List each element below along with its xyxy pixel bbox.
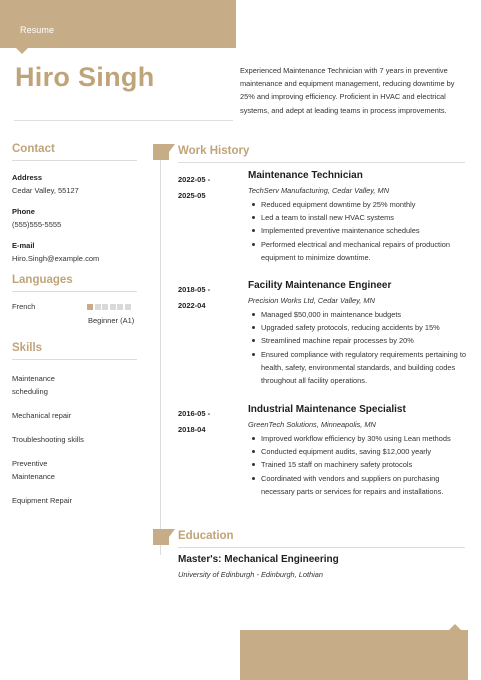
flag-tip <box>169 529 175 537</box>
job-dates <box>178 172 238 204</box>
skill-item: Troubleshooting skills <box>12 435 84 444</box>
skills-section <box>12 342 137 507</box>
job-bullet: Upgraded safety protocols, reducing accidents by 15% <box>248 321 470 334</box>
job-bullets <box>248 432 470 498</box>
job-bullet: Managed $50,000 in maintenance budgets <box>248 308 470 321</box>
resume-badge: Resume <box>20 25 55 35</box>
address-label: Address <box>12 173 43 182</box>
job-body <box>248 280 470 387</box>
school: University of Edinburgh - Edinburgh, Lothian <box>178 570 324 579</box>
skill-item: Equipment Repair <box>12 496 73 505</box>
education-header <box>153 529 465 549</box>
languages-heading: Languages <box>12 274 73 286</box>
top-banner <box>0 0 236 48</box>
skill-item: Mechanical repair <box>12 411 72 420</box>
job-bullet: Streamlined machine repair processes by 20% <box>248 334 470 347</box>
work-history-heading: Work History <box>178 145 250 157</box>
education-rule <box>178 547 465 548</box>
job-start: 2022-05 - <box>178 175 211 184</box>
job-title: Facility Maintenance Engineer <box>248 280 392 291</box>
job-company: Precision Works Ltd, Cedar Valley, MN <box>248 296 375 305</box>
job-company: TechServ Manufacturing, Cedar Valley, MN <box>248 186 390 195</box>
job-bullet: Led a team to install new HVAC systems <box>248 211 470 224</box>
bottom-banner <box>240 630 468 680</box>
job-end: 2022-04 <box>178 301 206 310</box>
flag-icon <box>153 529 169 545</box>
job-body <box>248 170 470 264</box>
job-bullet: Performed electrical and mechanical repairs of production equipment to minimize downtime. <box>248 238 470 264</box>
address-value: Cedar Valley, 55127 <box>12 186 79 195</box>
contact-heading: Contact <box>12 143 55 155</box>
language-level: Beginner (A1) <box>88 316 135 325</box>
rating-square-empty <box>102 304 108 310</box>
phone-label: Phone <box>12 207 35 216</box>
job-end: 2018-04 <box>178 425 206 434</box>
skills-rule <box>12 359 137 360</box>
contact-rule <box>12 160 137 161</box>
skills-heading: Skills <box>12 342 43 354</box>
job-end: 2025-05 <box>178 191 206 200</box>
rating-square-empty <box>117 304 123 310</box>
job-bullet: Improved workflow efficiency by 30% using Lean methods <box>248 432 470 445</box>
rating-square-empty <box>110 304 116 310</box>
languages-section <box>12 274 137 332</box>
languages-rule <box>12 291 137 292</box>
email-value: Hiro.Singh@example.com <box>12 254 100 263</box>
profile-summary: Experienced Maintenance Technician with 7 years in preventive maintenance and equipment management, reducing downtime by 25% and improving efficiency. Proficient in HVAC and electrical systems, and adept at leading teams in process improvements. <box>240 66 455 115</box>
skill-item: Preventive Maintenance <box>12 459 55 481</box>
rating-square-empty <box>125 304 131 310</box>
job-dates <box>178 406 238 438</box>
work-history-rule <box>178 162 465 163</box>
job-start: 2018-05 - <box>178 285 211 294</box>
rating-square-filled <box>87 304 93 310</box>
phone-value: (555)555-5555 <box>12 220 62 229</box>
flag-icon <box>153 144 169 160</box>
job-title: Industrial Maintenance Specialist <box>248 404 406 415</box>
banner-notch <box>16 48 28 54</box>
job-bullet: Ensured compliance with regulatory requirements pertaining to health, safety, environmental standards, and building codes throughout all facility operations. <box>248 348 470 388</box>
job-bullet: Coordinated with vendors and suppliers on purchasing necessary parts or services for repairs and installations. <box>248 472 470 498</box>
job-bullet: Implemented preventive maintenance schedules <box>248 224 470 237</box>
job-bullet: Conducted equipment audits, saving $12,000 yearly <box>248 445 470 458</box>
job-body <box>248 404 470 498</box>
email-label: E-mail <box>12 241 35 250</box>
work-history-header <box>153 144 465 164</box>
language-name: French <box>12 302 36 311</box>
contact-section <box>12 143 137 263</box>
flag-tip <box>169 144 175 152</box>
degree: Master's: Mechanical Engineering <box>178 554 339 565</box>
job-bullet: Trained 15 staff on machinery safety protocols <box>248 458 470 471</box>
job-start: 2016-05 - <box>178 409 211 418</box>
candidate-name: Hiro Singh <box>15 62 155 92</box>
education-heading: Education <box>178 530 234 542</box>
name-divider <box>14 120 233 121</box>
education-entry <box>178 554 468 579</box>
rating-square-empty <box>95 304 101 310</box>
language-rating <box>87 304 131 310</box>
skill-item: Maintenance scheduling <box>12 374 55 396</box>
job-bullet: Reduced equipment downtime by 25% monthly <box>248 198 470 211</box>
job-title: Maintenance Technician <box>248 170 363 181</box>
job-bullets <box>248 198 470 264</box>
language-item <box>12 302 137 332</box>
job-company: GreenTech Solutions, Minneapolis, MN <box>248 420 376 429</box>
job-bullets <box>248 308 470 387</box>
job-dates <box>178 282 238 314</box>
column-divider <box>160 160 161 555</box>
